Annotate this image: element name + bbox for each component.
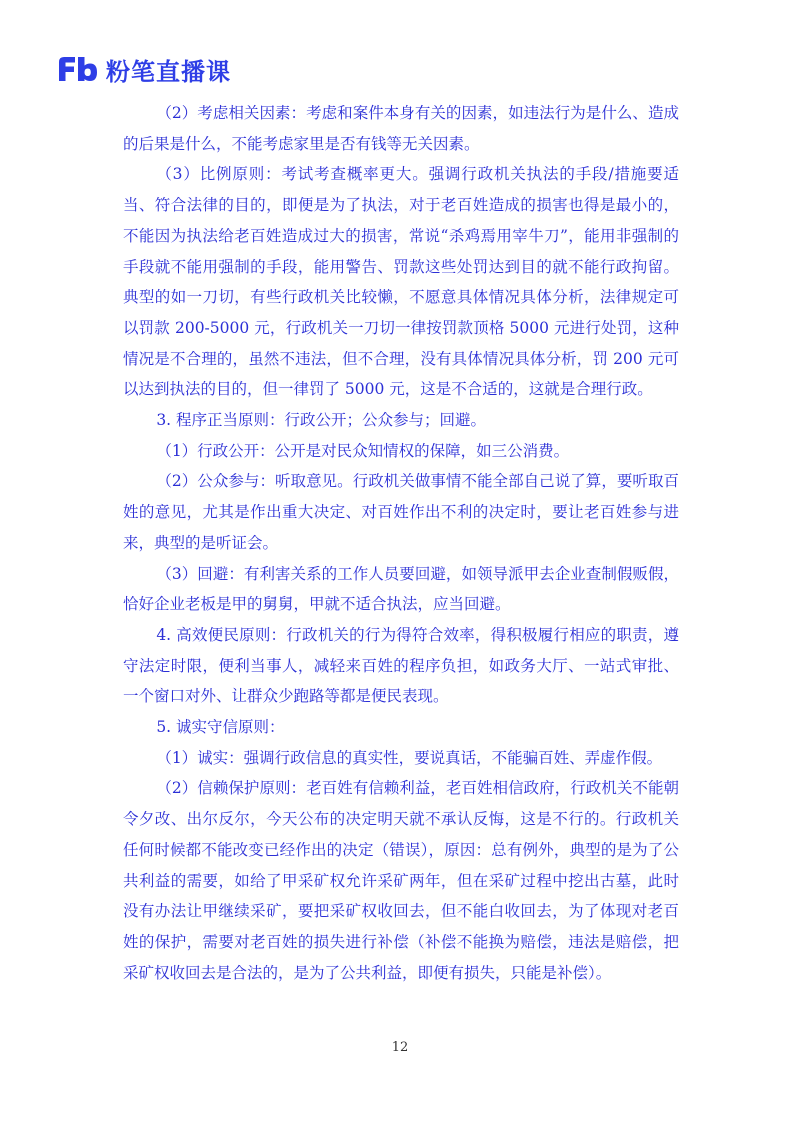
paragraph-good-faith: 5. 诚实守信原则： (156, 718, 285, 737)
paragraph-due-process: 3. 程序正当原则：行政公开；公众参与；回避。 (156, 411, 487, 430)
document-body (123, 98, 679, 988)
brand-name: 粉笔直播课 (106, 57, 231, 86)
paragraph-efficiency-convenience: 4. 高效便民原则：行政机关的行为得符合效率，得积极履行相应的职责，遵守法定时限，便利当事人，减轻来百姓的程序负担，如政务大厅、一站式审批、一个窗口对外、让群众少跑路等都是便民表现。 (123, 625, 679, 706)
fenbi-logo-icon (56, 54, 100, 84)
paragraph-recusal: （3）回避：有利害关系的工作人员要回避，如领导派甲去企业查制假贩假，恰好企业老板是甲的舅舅，甲就不适合执法，应当回避。 (123, 564, 679, 614)
page-number: 12 (391, 1040, 409, 1055)
paragraph-public-participation: （2）公众参与：听取意见。行政机关做事情不能全部自己说了算，要听取百姓的意见，尤其是作出重大决定、对百姓作出不利的决定时，要让老百姓参与进来，典型的是听证会。 (123, 472, 679, 552)
brand-header (56, 52, 231, 86)
paragraph-administrative-openness: （1）行政公开：公开是对民众知情权的保障，如三公消费。 (156, 441, 570, 460)
paragraph-honesty: （1）诚实：强调行政信息的真实性，要说真话，不能骗百姓、弄虚作假。 (156, 748, 663, 767)
paragraph-reliance-protection: （2）信赖保护原则：老百姓有信赖利益，老百姓相信政府，行政机关不能朝令夕改、出尔反尔，今天公布的决定明天就不承认反悔，这是不行的。行政机关任何时候都不能改变已经作出的决定（错误），原因：总有例外，典型的是为了公共利益的需要，如给了甲采矿权允许采矿两年，但在采矿过程中挖出古墓，此时没有办法让甲继续采矿，要把采矿权收回去，但不能白收回去，为了体现对老百姓的保护，需要对老百姓的损失进行补偿（补偿不能换为赔偿，违法是赔偿，把采矿权收回去是合法的，是为了公共利益，即便有损失，只能是补偿）。 (123, 779, 679, 982)
paragraph-consider-factors: （2）考虑相关因素：考虑和案件本身有关的因素，如违法行为是什么、造成的后果是什么，不能考虑家里是否有钱等无关因素。 (123, 104, 679, 153)
paragraph-proportionality: （3）比例原则：考试考查概率更大。强调行政机关执法的手段/措施要适当、符合法律的目的，即便是为了执法，对于老百姓造成的损害也得是最小的，不能因为执法给老百姓造成过大的损害，常说“杀鸡焉用宰牛刀”，能用非强制的手段就不能用强制的手段，能用警告、罚款这些处罚达到目的就不能行政拘留。典型的如一刀切，有些行政机关比较懒，不愿意具体情况具体分析，法律规定可以罚款 200-5000 元，行政机关一刀切一律按罚款顶格 5000 元进行处罚，这种情况是不合理的，虽然不违法，但不合理，没有具体情况具体分析，罚 200 元可以达到执法的目的，但一律罚了 5000 元，这是不合适的，这就是合理行政。 (123, 165, 679, 399)
